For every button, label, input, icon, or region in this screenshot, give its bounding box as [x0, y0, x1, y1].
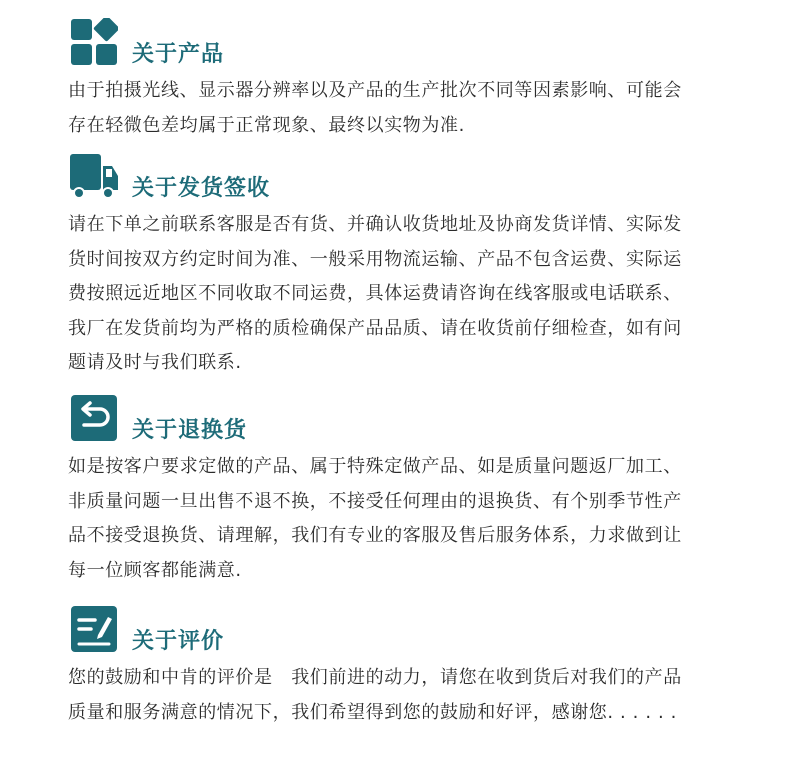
edit-note-icon [70, 605, 118, 653]
section-header [68, 605, 748, 657]
section-returns [68, 394, 748, 588]
body-line: 货时间按双方约定时间为准、一般采用物流运输、产品不包含运费、实际运 [68, 248, 682, 270]
section-title: 关于产品 [132, 42, 225, 67]
body-line: 费按照远近地区不同收取不同运费，具体运费请咨询在线客服或电话联系、 [68, 283, 682, 304]
section-header [68, 394, 748, 446]
body-line: 存在轻微色差均属于正常现象、最终以实物为准. [68, 114, 465, 136]
truck-icon [70, 152, 118, 200]
body-line: 您的鼓励和中肯的评价是 我们前进的动力，请您在收到货后对我们的产品 [68, 667, 682, 688]
body-line: 请在下单之前联系客服是否有货、并确认收货地址及协商发货详情、实际发 [68, 214, 682, 235]
section-shipping [68, 152, 748, 381]
grid-icon [70, 18, 118, 66]
section-body [68, 74, 748, 143]
body-line: 由于拍摄光线、显示器分辨率以及产品的生产批次不同等因素影响、可能会 [68, 80, 682, 101]
body-line: 我厂在发货前均为严格的质检确保产品品质、请在收货前仔细检查，如有问 [68, 317, 682, 339]
section-body [68, 450, 748, 588]
return-icon [70, 394, 118, 442]
section-title: 关于评价 [132, 629, 225, 654]
section-reviews [68, 605, 748, 730]
body-line: 如是按客户要求定做的产品、属于特殊定做产品、如是质量问题返厂加工、 [68, 456, 682, 477]
body-line: 质量和服务满意的情况下，我们希望得到您的鼓励和好评，感谢您. . . . . . [68, 701, 677, 723]
section-header [68, 152, 748, 204]
section-body [68, 208, 748, 381]
section-product [68, 18, 748, 143]
body-line: 题请及时与我们联系. [68, 352, 242, 373]
section-header [68, 18, 748, 70]
body-line: 每一位顾客都能满意. [68, 559, 242, 581]
body-line: 非质量问题一旦出售不退不换，不接受任何理由的退换货、有个别季节性产 [68, 490, 682, 512]
body-line: 品不接受退换货、请理解，我们有专业的客服及售后服务体系，力求做到让 [68, 525, 682, 546]
section-title: 关于发货签收 [132, 176, 271, 201]
section-body [68, 661, 748, 730]
section-title: 关于退换货 [132, 418, 248, 443]
